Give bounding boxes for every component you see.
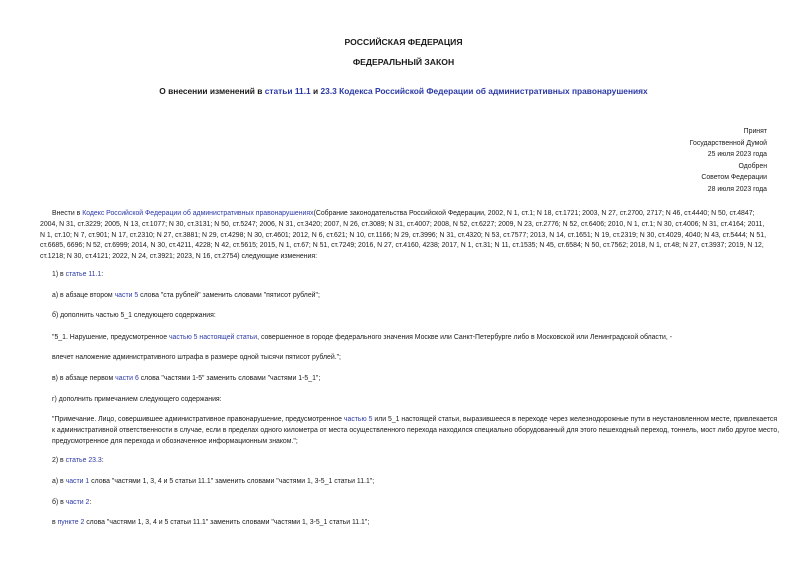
intro-text: (Собрание законодательства Российской Федерации, 2002, N 1, ст.1; N 18, ст.1721; 2003, N 27, ст.2700, 2717; N 46, ст.4440; N 50, ст.4847; 2004, N 31, ст.3229; 2005, N 13, ст.1077; N 30, ст.3131; N 50, ст.5247; 2006, N 31, ст.3420; 2007, N 26, ст.3089; N 31, ст.4007; 2008, N 52, ст.6227; 2009, N 23, ст.2776; N 52, ст.6406; 2010, N 1, ст.1; N 30, ст.4006; N 31, ст.4164; 2011, N 1, ст.10; N 7, ст.901; N 17, ст.2310; N 27, ст.3881; N 29, ст.4298; N 30, ст.4601; 2012, N 6, ст.621; N 10, ст.1166; N 29, ст.3996; N 31, ст.4320; N 53, ст.7577; 2013, N 14, ст.1651; N 19, ст.2319; N 30, ст.4029, 4040; N 43, ст.5444; N 51, ст.6685, 6696; N 52, ст.6999; 2014, N 30, ст.4211, 4228; N 42, ст.5615; 2015, N 1, ст.67; N 51, ст.7249; 2016, N 27, ст.4160, 4238; 2017, N 1, ст.31; N 11, ст.1535; N 45, ст.6584; N 50, ст.7562; 2018, N 1, ст.48; N 27, ст.3937; 2019, N 12, ст.1218; N 30, ст.4121; 2022, N 24, ст.3921; 2023, N 16, ст.2754) следующие изменения: bbox=[40, 210, 766, 261]
item-1-b: б) дополнить частью 5_1 следующего содержания: bbox=[52, 312, 216, 319]
item-text: : bbox=[89, 499, 92, 506]
law-title bbox=[0, 86, 807, 96]
adoption-block bbox=[690, 126, 767, 195]
title-mid: и bbox=[310, 86, 321, 96]
item-text: в) в абзаце первом bbox=[52, 375, 116, 382]
title-prefix: О внесении изменений в bbox=[159, 86, 265, 96]
item-text: 2) в bbox=[52, 457, 66, 464]
link-part-5-this-article[interactable]: частью 5 настоящей статьи bbox=[168, 334, 258, 341]
item-1-a bbox=[40, 291, 782, 302]
link-part-5[interactable]: части 5 bbox=[114, 292, 139, 299]
quote-5-1 bbox=[40, 333, 782, 344]
adoption-line: Государственной Думой bbox=[689, 139, 767, 147]
item-text: : bbox=[101, 271, 104, 278]
item-text: в bbox=[52, 519, 58, 526]
header-doc-type: ФЕДЕРАЛЬНЫЙ ЗАКОН bbox=[352, 57, 455, 67]
item-2-b bbox=[40, 498, 782, 509]
item-text: , совершенное в городе федерального значения Москве или Санкт-Петербурге либо в Московской или Ленинградской области, - bbox=[257, 334, 673, 341]
header-country: РОССИЙСКАЯ ФЕДЕРАЦИЯ bbox=[344, 37, 463, 47]
link-part-2[interactable]: части 2 bbox=[65, 499, 90, 506]
item-2-b-point-2 bbox=[40, 518, 782, 529]
title-link-article-23-3[interactable]: 23.3 Кодекса Российской Федерации об административных правонарушениях bbox=[320, 86, 648, 96]
item-text: а) в bbox=[52, 478, 66, 485]
item-text: слова "частями 1, 3, 4 и 5 статьи 11.1" заменить словами "частями 1, 3-5_1 статьи 11.1"; bbox=[84, 519, 370, 526]
item-text: слова "частями 1, 3, 4 и 5 статьи 11.1" заменить словами "частями 1, 3-5_1 статьи 11.1"; bbox=[89, 478, 375, 485]
adoption-line: Принят bbox=[743, 128, 767, 135]
link-article-23-3[interactable]: статье 23.3 bbox=[65, 457, 102, 464]
link-point-2[interactable]: пункте 2 bbox=[57, 519, 85, 526]
item-text: "5_1. Нарушение, предусмотренное bbox=[52, 334, 169, 341]
item-2-a bbox=[40, 477, 782, 488]
item-1 bbox=[40, 270, 782, 281]
item-text: слова "частями 1-5" заменить словами "частями 1-5_1"; bbox=[138, 375, 321, 382]
item-text: слова "ста рублей" заменить словами "пятисот рублей"; bbox=[138, 292, 320, 299]
adoption-line: Советом Федерации bbox=[701, 174, 767, 181]
link-note-part-5[interactable]: частью 5 bbox=[343, 416, 373, 423]
item-text: или 5_1 настоящей статьи, выразившееся в переходе через железнодорожные пути в неустановленном месте, привлекается к административной ответственности в случае, если в пределах одного километра от места осуществленного перехода находился специально оборудованный для этого пешеходный переход, тоннель, мост либо другое место, предусмотренное для перехода и обозначенное информационным знаком."; bbox=[52, 416, 780, 445]
item-text: : bbox=[101, 457, 104, 464]
item-1-v bbox=[40, 374, 782, 385]
item-text: "Примечание. Лицо, совершившее административное правонарушение, предусмотренное bbox=[52, 416, 344, 423]
link-article-11-1[interactable]: статье 11.1 bbox=[65, 271, 102, 278]
intro-link-koap[interactable]: Кодекс Российской Федерации об административных правонарушениях bbox=[82, 210, 314, 217]
link-part-6[interactable]: части 6 bbox=[115, 375, 139, 382]
note-paragraph bbox=[40, 415, 782, 447]
adoption-line: 28 июля 2023 года bbox=[707, 185, 767, 193]
item-2 bbox=[40, 456, 782, 467]
item-text: 1) в bbox=[52, 271, 66, 278]
intro-prefix: Внести в bbox=[52, 210, 83, 217]
item-text: б) в bbox=[52, 499, 66, 506]
quote-penalty: влечет наложение административного штрафа в размере одной тысячи пятисот рублей."; bbox=[52, 354, 341, 361]
link-part-1[interactable]: части 1 bbox=[65, 478, 90, 485]
intro-paragraph bbox=[40, 209, 770, 263]
title-link-article-11-1[interactable]: статьи 11.1 bbox=[264, 86, 311, 96]
adoption-line: 25 июля 2023 года bbox=[707, 151, 767, 158]
item-1-g: г) дополнить примечанием следующего содержания: bbox=[52, 396, 222, 403]
adoption-line: Одобрен bbox=[738, 162, 767, 170]
item-text: а) в абзаце втором bbox=[52, 292, 115, 299]
